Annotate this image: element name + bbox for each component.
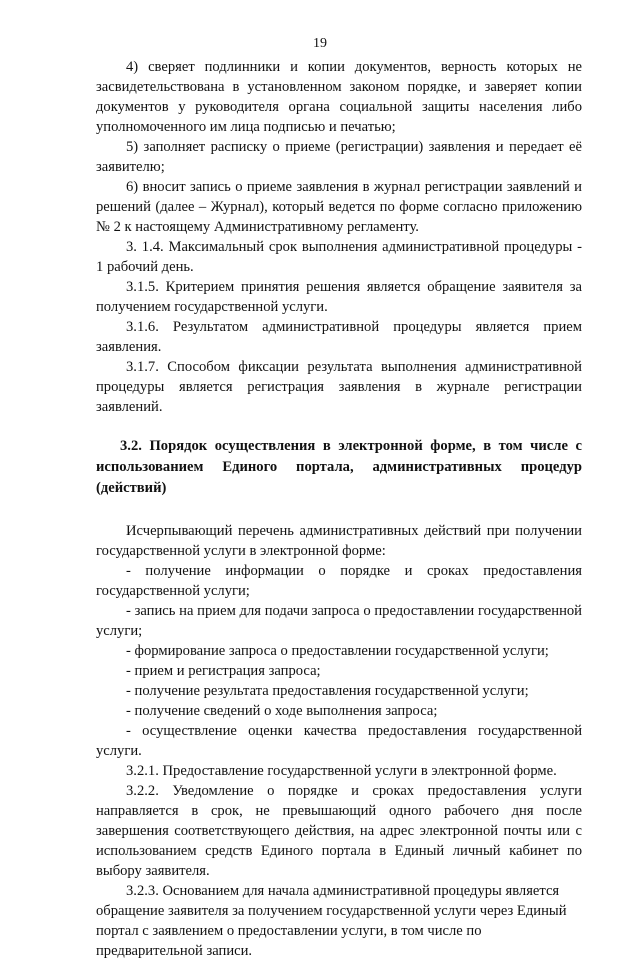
paragraph-3-2-2: 3.2.2. Уведомление о порядке и сроках предоставления услуги направляется в срок, не превышающий одного рабочего дня после завершения соответствующего действия, на адрес электронной почты или с использованием средств Единого портала в Единый личный кабинет по выбору заявителя. xyxy=(96,783,582,879)
paragraph-3-2-3: 3.2.3. Основанием для начала административной процедуры является обращение заявителя за получением государственной услуги через Единый портал с заявлением о предоставлении услуги, в том числе по предварительной записи. xyxy=(96,883,567,959)
list-item: - получение результата предоставления государственной услуги; xyxy=(126,683,529,699)
list-item: - формирование запроса о предоставлении государственной услуги; xyxy=(126,643,549,659)
paragraph-item-6: 6) вносит запись о приеме заявления в журнал регистрации заявлений и решений (далее – Журнал), который ведется по форме согласно приложению № 2 к настоящему Административному регламенту. xyxy=(96,179,582,235)
list-item: - осуществление оценки качества предоставления государственной услуги. xyxy=(96,723,582,759)
paragraph-3-1-7: 3.1.7. Способом фиксации результата выполнения административной процедуры является регистрация заявления в журнале регистрации заявлений. xyxy=(96,359,582,415)
paragraph-3-1-5: 3.1.5. Критерием принятия решения является обращение заявителя за получением государственной услуги. xyxy=(96,279,582,315)
paragraph-3-1-4: 3. 1.4. Максимальный срок выполнения административной процедуры - 1 рабочий день. xyxy=(96,239,582,275)
list-item: - запись на прием для подачи запроса о предоставлении государственной услуги; xyxy=(96,603,582,639)
section-heading-3-2: 3.2. Порядок осуществления в электронной форме, в том числе с использованием Единого портала, административных процедур (действий) xyxy=(96,438,582,496)
page-number: 19 xyxy=(313,36,327,51)
paragraph-item-4: 4) сверяет подлинники и копии документов, верность которых не засвидетельствована в установленном законом порядке, и заверяет копии документов у руководителя органа социальной защиты населения либо уполномоченного им лица подписью и печатью; xyxy=(96,59,582,135)
document-body xyxy=(96,57,582,961)
list-item: - прием и регистрация запроса; xyxy=(126,663,321,679)
paragraph-item-5: 5) заполняет расписку о приеме (регистрации) заявления и передает её заявителю; xyxy=(96,139,582,175)
list-item: - получение сведений о ходе выполнения запроса; xyxy=(126,703,438,719)
paragraph-3-2-1: 3.2.1. Предоставление государственной услуги в электронной форме. xyxy=(126,763,557,779)
paragraph-3-1-6: 3.1.6. Результатом административной процедуры является прием заявления. xyxy=(96,319,582,355)
list-intro: Исчерпывающий перечень административных действий при получении государственной услуги в электронной форме: xyxy=(96,523,582,559)
list-item: - получение информации о порядке и сроках предоставления государственной услуги; xyxy=(96,563,582,599)
